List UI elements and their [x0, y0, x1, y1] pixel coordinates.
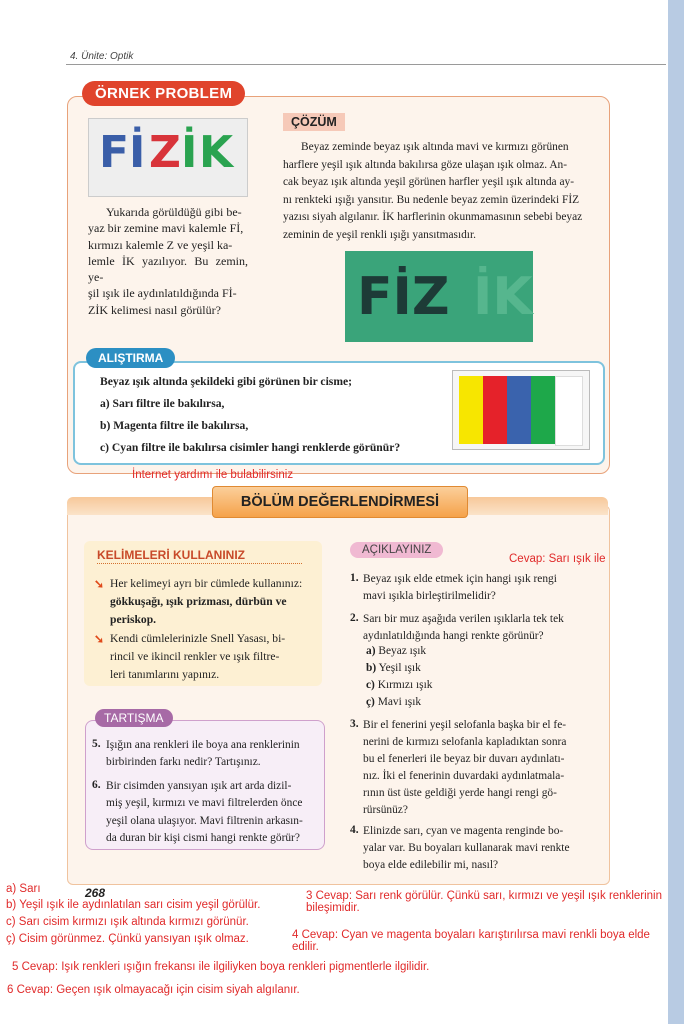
option-c-cedilla: [366, 696, 421, 708]
internet-note: İnternet yardımı ile bulabilirsiniz: [132, 469, 294, 481]
explain-q3: [363, 717, 595, 819]
answer-note-1: Cevap: Sarı ışık ile: [509, 553, 606, 565]
photo-letter-z: Z: [149, 127, 181, 178]
explain-line: rının üst üste geldiği yerde hangi rengi gö-: [363, 787, 557, 799]
explain-q1: [363, 571, 595, 605]
answer-note-3: [306, 890, 662, 914]
option-b: [366, 662, 421, 674]
words-line: Her kelimeyi ayrı bir cümlede kullanınız:: [110, 577, 303, 590]
solution-line: harflere yeşil ışık altında bakılırsa göze ulaşan ışık olmaz. An-: [283, 158, 568, 171]
discussion-q5: [106, 737, 318, 772]
exercise-line: a) Sarı filtre ile bakılırsa,: [100, 397, 225, 410]
solution-line: cak beyaz ışık altında yeşil görünen harfler yeşil ışık altında ay-: [283, 176, 574, 188]
unit-header: 4. Ünite: Optik: [70, 51, 134, 62]
question-number: 3.: [350, 718, 359, 730]
words-line: rincil ve ikincil renkler ve ışık filtre-: [110, 649, 280, 663]
explain-title: AÇIKLAYINIZ: [350, 542, 443, 558]
question-number: 5.: [92, 738, 101, 750]
stripe-white: [555, 376, 583, 446]
stripe-red: [483, 376, 507, 444]
evaluation-title: BÖLÜM DEĞERLENDİRMESİ: [212, 486, 468, 518]
discussion-line: Bir cisimden yansıyan ışık art arda dizil-: [106, 780, 292, 792]
explain-line: yalar var. Bu boyaları kullanarak mavi renkte: [363, 842, 570, 854]
example-problem-badge: ÖRNEK PROBLEM: [82, 81, 245, 106]
answer-note-5: 5 Cevap: Işık renkleri ışığın frekansı ile ilgiliyken boya renkleri pigmentlerle ilgilidir.: [12, 961, 430, 973]
explain-line: Beyaz ışık elde etmek için hangi ışık rengi: [363, 573, 557, 585]
problem-line: kırmızı kalemle Z ve yeşil ka-: [88, 237, 233, 252]
answer-note-c-cedilla: ç) Cisim görünmez. Çünkü yansıyan ışık olmaz.: [6, 933, 249, 945]
words-line: leri tanımlarını yapınız.: [110, 667, 220, 681]
fizik-photo-green: [345, 251, 533, 342]
explain-line: aydınlatıldığında hangi renkte görünür?: [363, 630, 544, 642]
stripe-yellow: [459, 376, 483, 444]
solution-text: [283, 139, 594, 244]
answer-note-b: b) Yeşil ışık ile aydınlatılan sarı cisim yeşil görülür.: [6, 899, 261, 911]
explain-q4: [363, 823, 595, 874]
answer-note-6: 6 Cevap: Geçen ışık olmayacağı için cisim siyah algılanır.: [7, 984, 300, 996]
explain-line: bu el fenerleri ile beyaz bir duvarı aydınlatı-: [363, 753, 565, 765]
explain-line: rürsünüz?: [363, 804, 408, 816]
explain-line: boya elde edilebilir mi, nasıl?: [363, 859, 499, 871]
question-number: 1.: [350, 572, 359, 584]
discussion-line: da duran bir kişi cismi hangi renkte görür?: [106, 832, 300, 845]
solution-line: zeminin de yeşil renkli ışığı yansıtmasıdır.: [283, 228, 476, 241]
answer-line: edilir.: [292, 941, 319, 953]
explain-line: Elinizde sarı, cyan ve magenta renginde bo-: [363, 825, 564, 837]
problem-line: şil ışık ile aydınlatıldığında Fİ-: [88, 286, 237, 301]
arrow-bullet-icon: ➘: [94, 577, 105, 591]
discussion-line: yeşil olana ulaşıyor. Mavi filtrenin arkasın-: [106, 814, 303, 827]
words-line: Kendi cümlelerinizle Snell Yasası, bi-: [110, 632, 286, 645]
discussion-line: miş yeşil, kırmızı ve mavi filtrelerden önce: [106, 797, 303, 810]
option-c: [366, 679, 432, 691]
option-a: [366, 645, 426, 657]
explain-line: Bir el fenerini yeşil selofanla başka bir el fe-: [363, 719, 567, 731]
words-line: gökkuşağı, ışık prizması, dürbün ve: [110, 594, 287, 608]
photo2-letters-ik: İK: [473, 267, 533, 327]
solution-label: ÇÖZÜM: [283, 113, 345, 131]
question-number: 2.: [350, 612, 359, 624]
option-text: Yeşil ışık: [378, 662, 421, 674]
answer-note-4: [292, 929, 650, 953]
fizik-photo-white: [88, 118, 248, 197]
problem-line: ZİK kelimesi nasıl görülür?: [88, 302, 221, 317]
explain-line: mavi ışıkla birleştirilmelidir?: [363, 590, 496, 602]
question-number: 6.: [92, 779, 101, 791]
answer-note-c: c) Sarı cisim kırmızı ışık altında kırmızı görünür.: [6, 916, 249, 928]
answer-line: 3 Cevap: Sarı renk görülür. Çünkü sarı, kırmızı ve yeşil ışık renklerinin: [306, 890, 662, 902]
page-number: 268: [85, 886, 106, 900]
arrow-bullet-icon: ➘: [94, 632, 105, 646]
words-item-2: [110, 630, 320, 683]
answer-line: bileşimidir.: [306, 902, 360, 914]
discussion-line: Işığın ana renkleri ile boya ana renklerinin: [106, 739, 300, 751]
option-text: Mavi ışık: [377, 696, 422, 708]
problem-line: lemle İK yazılıyor. Bu zemin, ye-: [88, 253, 248, 285]
words-title-rule: [97, 563, 302, 564]
photo-letter-i1: İ: [129, 127, 146, 178]
right-margin-bar: [668, 0, 684, 1024]
answer-line: 4 Cevap: Cyan ve magenta boyaları karıştırılırsa mavi renkli boya elde: [292, 929, 650, 941]
option-text: Kırmızı ışık: [377, 679, 433, 691]
words-title: KELİMELERİ KULLANINIZ: [97, 548, 245, 562]
explain-q2: [363, 611, 595, 645]
photo-letter-i2: İ: [181, 127, 198, 178]
color-stripes-figure: [452, 370, 590, 450]
solution-line: nı renkteki ışığı yansıtır. Bu nedenle beyaz zemin üzerindeki FİZ: [283, 193, 580, 206]
option-letter: a): [366, 645, 376, 657]
solution-line: yazısı siyah algılanır. İK harflerinin okunmamasının sebebi beyaz: [283, 211, 583, 223]
option-letter: ç): [366, 696, 375, 708]
header-rule: [66, 64, 666, 65]
explain-line: Sarı bir muz aşağıda verilen ışıklarla tek tek: [363, 613, 564, 625]
photo-letter-k: K: [199, 127, 234, 178]
discussion-line: birbirinden farkı nedir? Tartışınız.: [106, 756, 261, 769]
explain-line: nız. İki el fenerinin duvardaki aydınlatmala-: [363, 770, 565, 782]
exercise-line: Beyaz ışık altında şekildeki gibi görünen bir cisme;: [100, 375, 352, 388]
problem-line: Yukarıda görüldüğü gibi be-: [106, 205, 242, 219]
discussion-title: TARTIŞMA: [95, 709, 173, 727]
option-letter: b): [366, 662, 377, 674]
discussion-q6: [106, 778, 318, 848]
exercise-line: c) Cyan filtre ile bakılırsa cisimler hangi renklerde görünür?: [100, 441, 401, 454]
exercise-line: b) Magenta filtre ile bakılırsa,: [100, 419, 249, 432]
option-text: Beyaz ışık: [378, 645, 427, 657]
photo2-letters-fiz: FİZ: [357, 267, 450, 327]
solution-line: Beyaz zeminde beyaz ışık altında mavi ve kırmızı görünen: [301, 141, 569, 153]
answer-note-a: a) Sarı: [6, 883, 41, 895]
stripe-blue: [507, 376, 531, 444]
words-item-1: [110, 575, 320, 628]
problem-line: yaz bir zemine mavi kalemle Fİ,: [88, 221, 244, 236]
explain-line: nerini de kırmızı selofanla kapladıktan sonra: [363, 736, 567, 748]
question-number: 4.: [350, 824, 359, 836]
problem-statement: [88, 204, 248, 318]
exercise-badge: ALIŞTIRMA: [86, 348, 175, 368]
words-line: periskop.: [110, 612, 157, 626]
photo-letter-f: F: [99, 127, 130, 178]
option-letter: c): [366, 679, 375, 691]
stripe-green: [531, 376, 555, 444]
